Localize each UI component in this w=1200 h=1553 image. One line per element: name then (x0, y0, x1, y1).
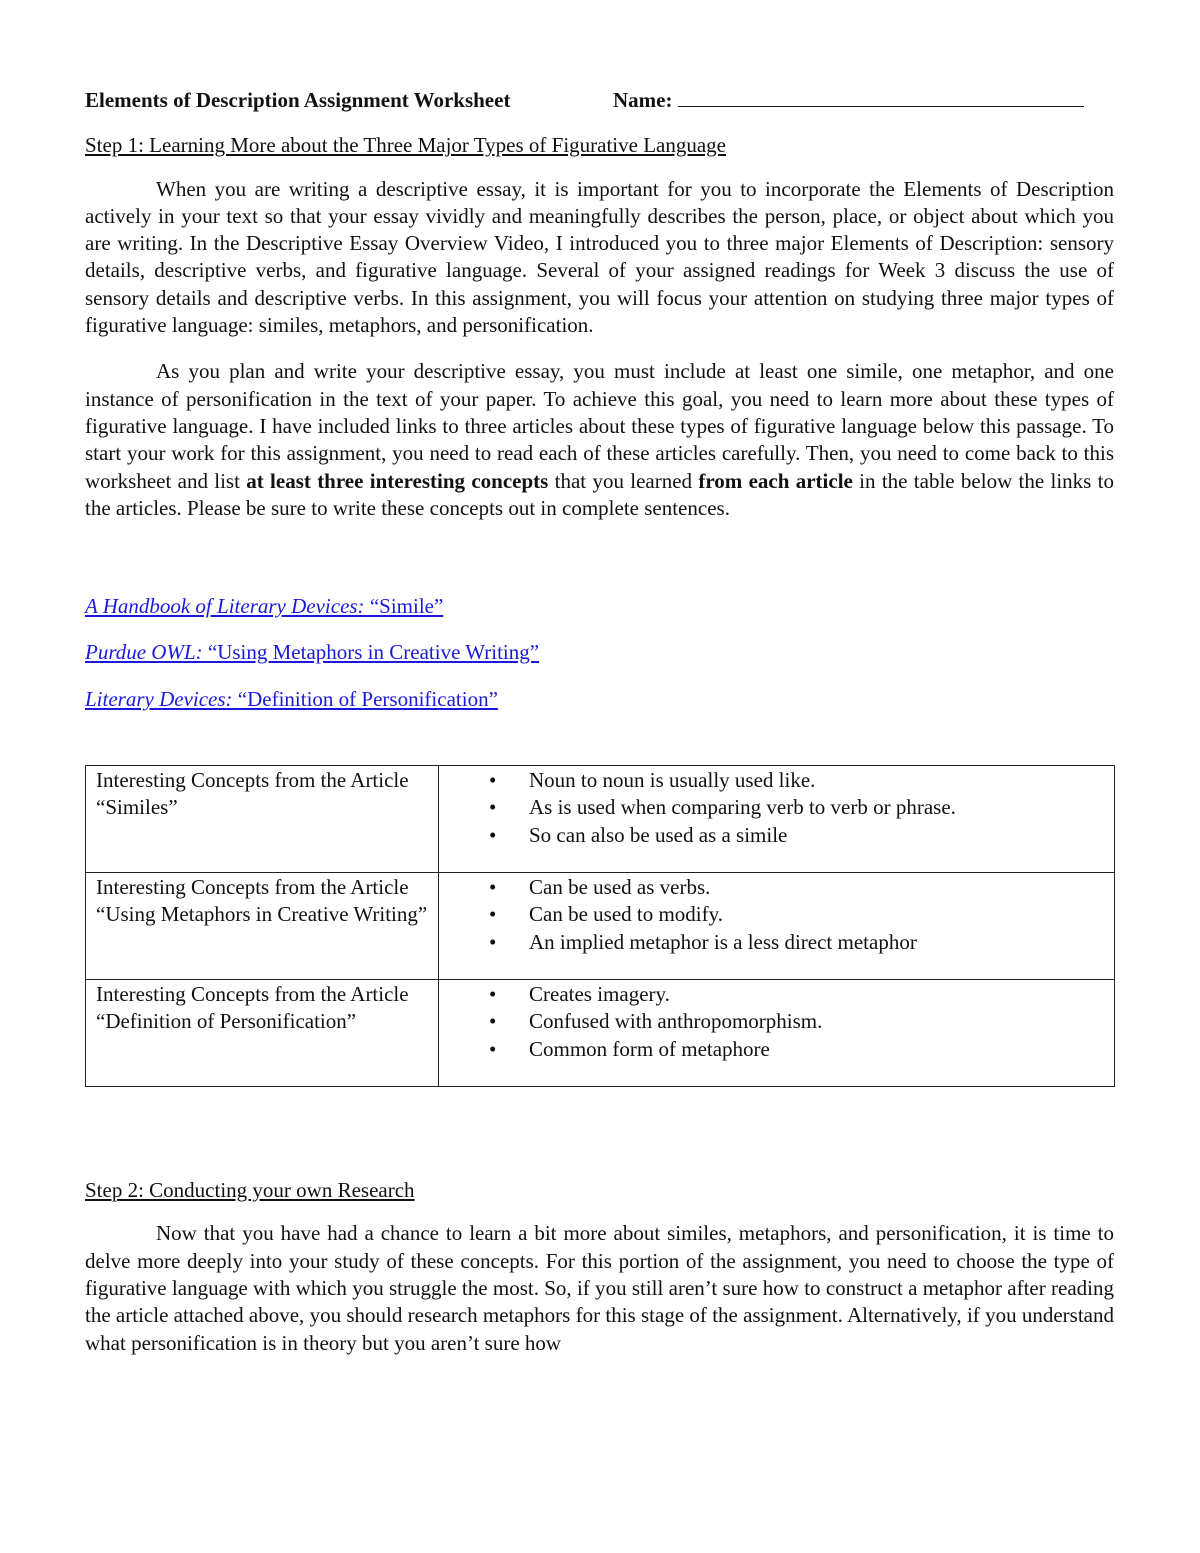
link-personification[interactable] (85, 686, 1114, 713)
step1-paragraph-1: When you are writing a descriptive essay, it is important for you to incorporate the Elements of Description actively in your text so that your essay vividly and meaningfully describes the person, place, or object about which you are writing. In the Descriptive Essay Overview Video, I introduced you to three major Elements of Description: sensory details, descriptive verbs, and figurative language. Several of your assigned readings for Week 3 discuss the use of sensory details and descriptive verbs. In this assignment, you will focus your attention on studying three major types of figurative language: similes, metaphors, and personification. (85, 176, 1114, 338)
name-label: Name: (613, 88, 673, 112)
name-blank-line[interactable] (678, 86, 1084, 107)
link-personification-source[interactable]: Literary Devices: (85, 686, 233, 711)
table-row (86, 766, 1115, 873)
worksheet-header (85, 86, 1114, 114)
link-simile-source[interactable]: A Handbook of Literary Devices: (85, 594, 365, 619)
step1-heading: Step 1: Learning More about the Three Major Types of Figurative Language (85, 133, 726, 158)
link-metaphor-title[interactable]: “Using Metaphors in Creative Writing” (202, 640, 540, 665)
list-item: • So can also be used as a simile (489, 822, 1104, 849)
row-items-cell (439, 980, 1115, 1087)
link-metaphor[interactable] (85, 639, 1114, 666)
step2-paragraph-1: Now that you have had a chance to learn a bit more about similes, metaphors, and personification, it is time to delve more deeply into your study of these concepts. For this portion of the assignment, you need to choose the type of figurative language with which you struggle the most. So, if you still aren’t sure how to construct a metaphor after reading the article attached above, you should research metaphors for this stage of the assignment. Alternatively, if you understand what personification is in theory but you aren’t sure how (85, 1221, 1114, 1355)
link-personification-title[interactable]: “Definition of Personification” (232, 686, 498, 711)
list-item: • Common form of metaphore (489, 1036, 1104, 1063)
worksheet-title: Elements of Description Assignment Worksheet (85, 88, 511, 112)
table-row (86, 873, 1115, 980)
list-item: • Confused with anthropomorphism. (489, 1008, 1104, 1035)
para2-text-b: that you learned (548, 468, 699, 493)
row-label-similes: Interesting Concepts from the Article “Similes” (86, 766, 439, 873)
para2-text-a: As you plan and write your descriptive essay, you must include at least one simile, one metaphor, and one instance of personification in the text of your paper. To achieve this goal, you need to learn more about these types of figurative language. I have included links to three articles about these types of figurative language below this passage. To start your work for this assignment, you need to read each of these articles carefully. Then, you need to come back to this worksheet and list (85, 359, 1114, 493)
list-item: • Creates imagery. (489, 981, 1104, 1008)
list-item: • An implied metaphor is a less direct metaphor (489, 929, 1104, 956)
row-label-metaphors: Interesting Concepts from the Article “Using Metaphors in Creative Writing” (86, 873, 439, 980)
link-simile[interactable] (85, 593, 1114, 620)
list-item: • As is used when comparing verb to verb or phrase. (489, 794, 1104, 821)
list-item: • Can be used to modify. (489, 901, 1104, 928)
concepts-list (449, 874, 1104, 956)
step2-heading: Step 2: Conducting your own Research (85, 1178, 415, 1203)
para2-bold-concepts: at least three interesting concepts (246, 468, 549, 493)
link-simile-title[interactable]: “Simile” (364, 594, 444, 619)
concepts-table (85, 765, 1115, 1087)
list-item: • Can be used as verbs. (489, 874, 1104, 901)
table-row (86, 980, 1115, 1087)
link-metaphor-source[interactable]: Purdue OWL: (85, 640, 203, 665)
article-links (85, 593, 1114, 713)
row-items-cell (439, 873, 1115, 980)
list-item: • Noun to noun is usually used like. (489, 767, 1104, 794)
step2-section (85, 1177, 1114, 1357)
para2-bold-each-article: from each article (698, 468, 853, 493)
step1-paragraph-2 (85, 358, 1114, 522)
row-items-cell (439, 766, 1115, 873)
concepts-list (449, 981, 1104, 1063)
row-label-personification: Interesting Concepts from the Article “Definition of Personification” (86, 980, 439, 1087)
para2-text-c: in the table below the links to the articles. Please be sure to write these concepts out in complete sentences. (85, 468, 1114, 520)
concepts-list (449, 767, 1104, 849)
